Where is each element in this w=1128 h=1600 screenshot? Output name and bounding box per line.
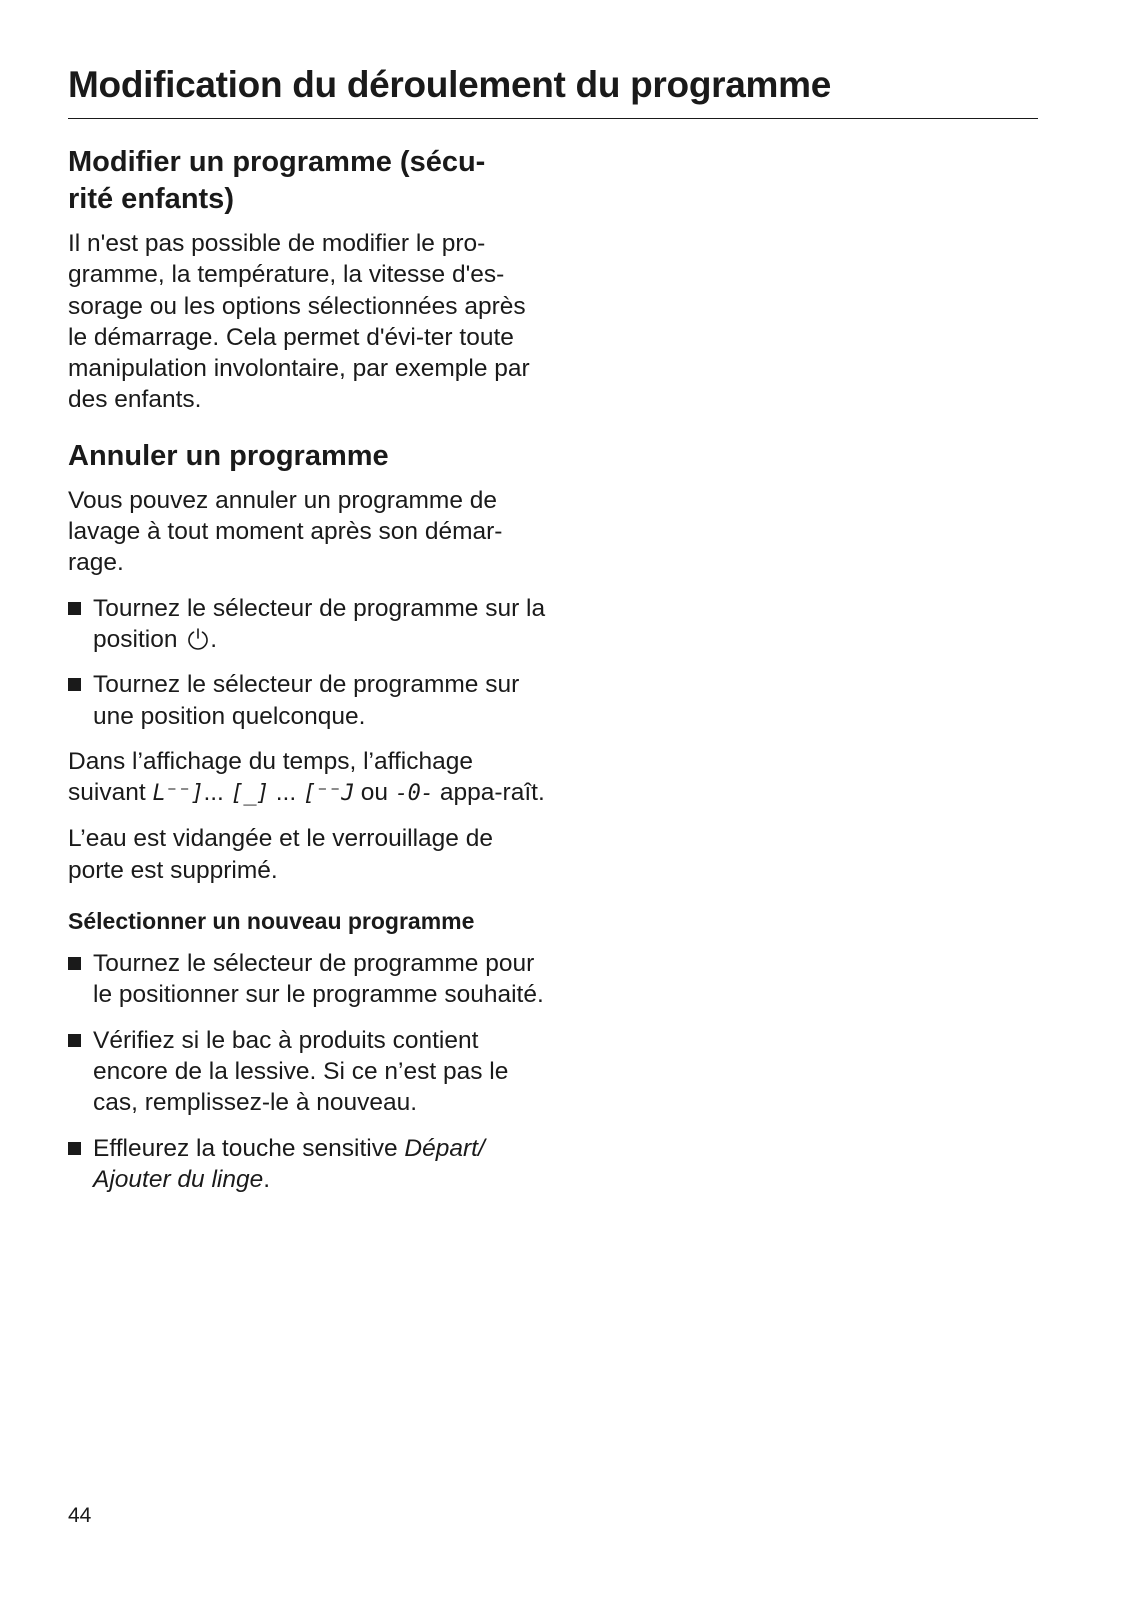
or-text: ou [353, 779, 395, 807]
button-name-text: Départ/ Ajouter du linge [93, 1134, 485, 1193]
list-item [68, 669, 548, 732]
square-bullet-icon [68, 602, 81, 615]
square-bullet-icon [68, 957, 81, 970]
section-heading-child-lock [68, 144, 548, 218]
square-bullet-icon [68, 1142, 81, 1155]
separator: ... [203, 779, 231, 807]
display-intro-text: Dans l’affichage du temps, l’affichage suivant [68, 747, 473, 807]
page-number: 44 [68, 1504, 92, 1527]
display-code-4: -0- [394, 781, 434, 807]
main-content [68, 144, 548, 1195]
step-text: Vérifiez si le bac à produits contient encore de la lessive. Si ce n’est pas le cas, remplissez-le à nouveau. [93, 1026, 509, 1117]
display-code-1: L⁻⁻] [152, 781, 204, 807]
list-item [68, 593, 548, 656]
subsection-heading-new-program: Sélectionner un nouveau programme [68, 908, 475, 935]
square-bullet-icon [68, 1034, 81, 1047]
power-icon [186, 627, 210, 651]
step-text: Tournez le sélecteur de programme pour le positionner sur le programme souhaité. [93, 950, 544, 1009]
cancel-intro-paragraph: Vous pouvez annuler un programme de lavage à tout moment après son démar-rage. [68, 486, 503, 577]
new-program-steps-list [68, 948, 548, 1195]
separator: ... [268, 779, 303, 807]
square-bullet-icon [68, 678, 81, 691]
list-item [68, 1133, 548, 1196]
heading-line-2: rité enfants) [68, 183, 234, 215]
display-paragraph [68, 746, 548, 810]
display-code-3: [⁻⁻J [302, 781, 354, 807]
step-text: Tournez le sélecteur de programme sur la position [93, 594, 546, 653]
child-lock-paragraph: Il n'est pas possible de modifier le pro-gramme, la température, la vitesse d'es-sorage ou les options sélectionnées après le démarrage. Cela permet d'évi-ter toute manipulation involontaire, par exemple par des enfants. [68, 230, 530, 414]
display-code-2: [_] [230, 781, 269, 807]
display-end-text: appa-raît. [433, 779, 545, 807]
list-item [68, 1025, 548, 1119]
page-header [68, 62, 1038, 119]
step-text-suffix: . [263, 1165, 271, 1193]
step-text-prefix: Effleurez la touche sensitive [93, 1134, 405, 1162]
section-heading-cancel: Annuler un programme [68, 439, 389, 472]
step-text: Tournez le sélecteur de programme sur une position quelconque. [93, 671, 520, 730]
heading-line-1: Modifier un programme (sécu- [68, 146, 486, 178]
drain-paragraph: L’eau est vidangée et le verrouillage de porte est supprimé. [68, 825, 493, 884]
page-title: Modification du déroulement du programme [68, 64, 831, 105]
list-item [68, 948, 548, 1011]
step-end: . [210, 625, 218, 653]
cancel-steps-list [68, 593, 548, 732]
